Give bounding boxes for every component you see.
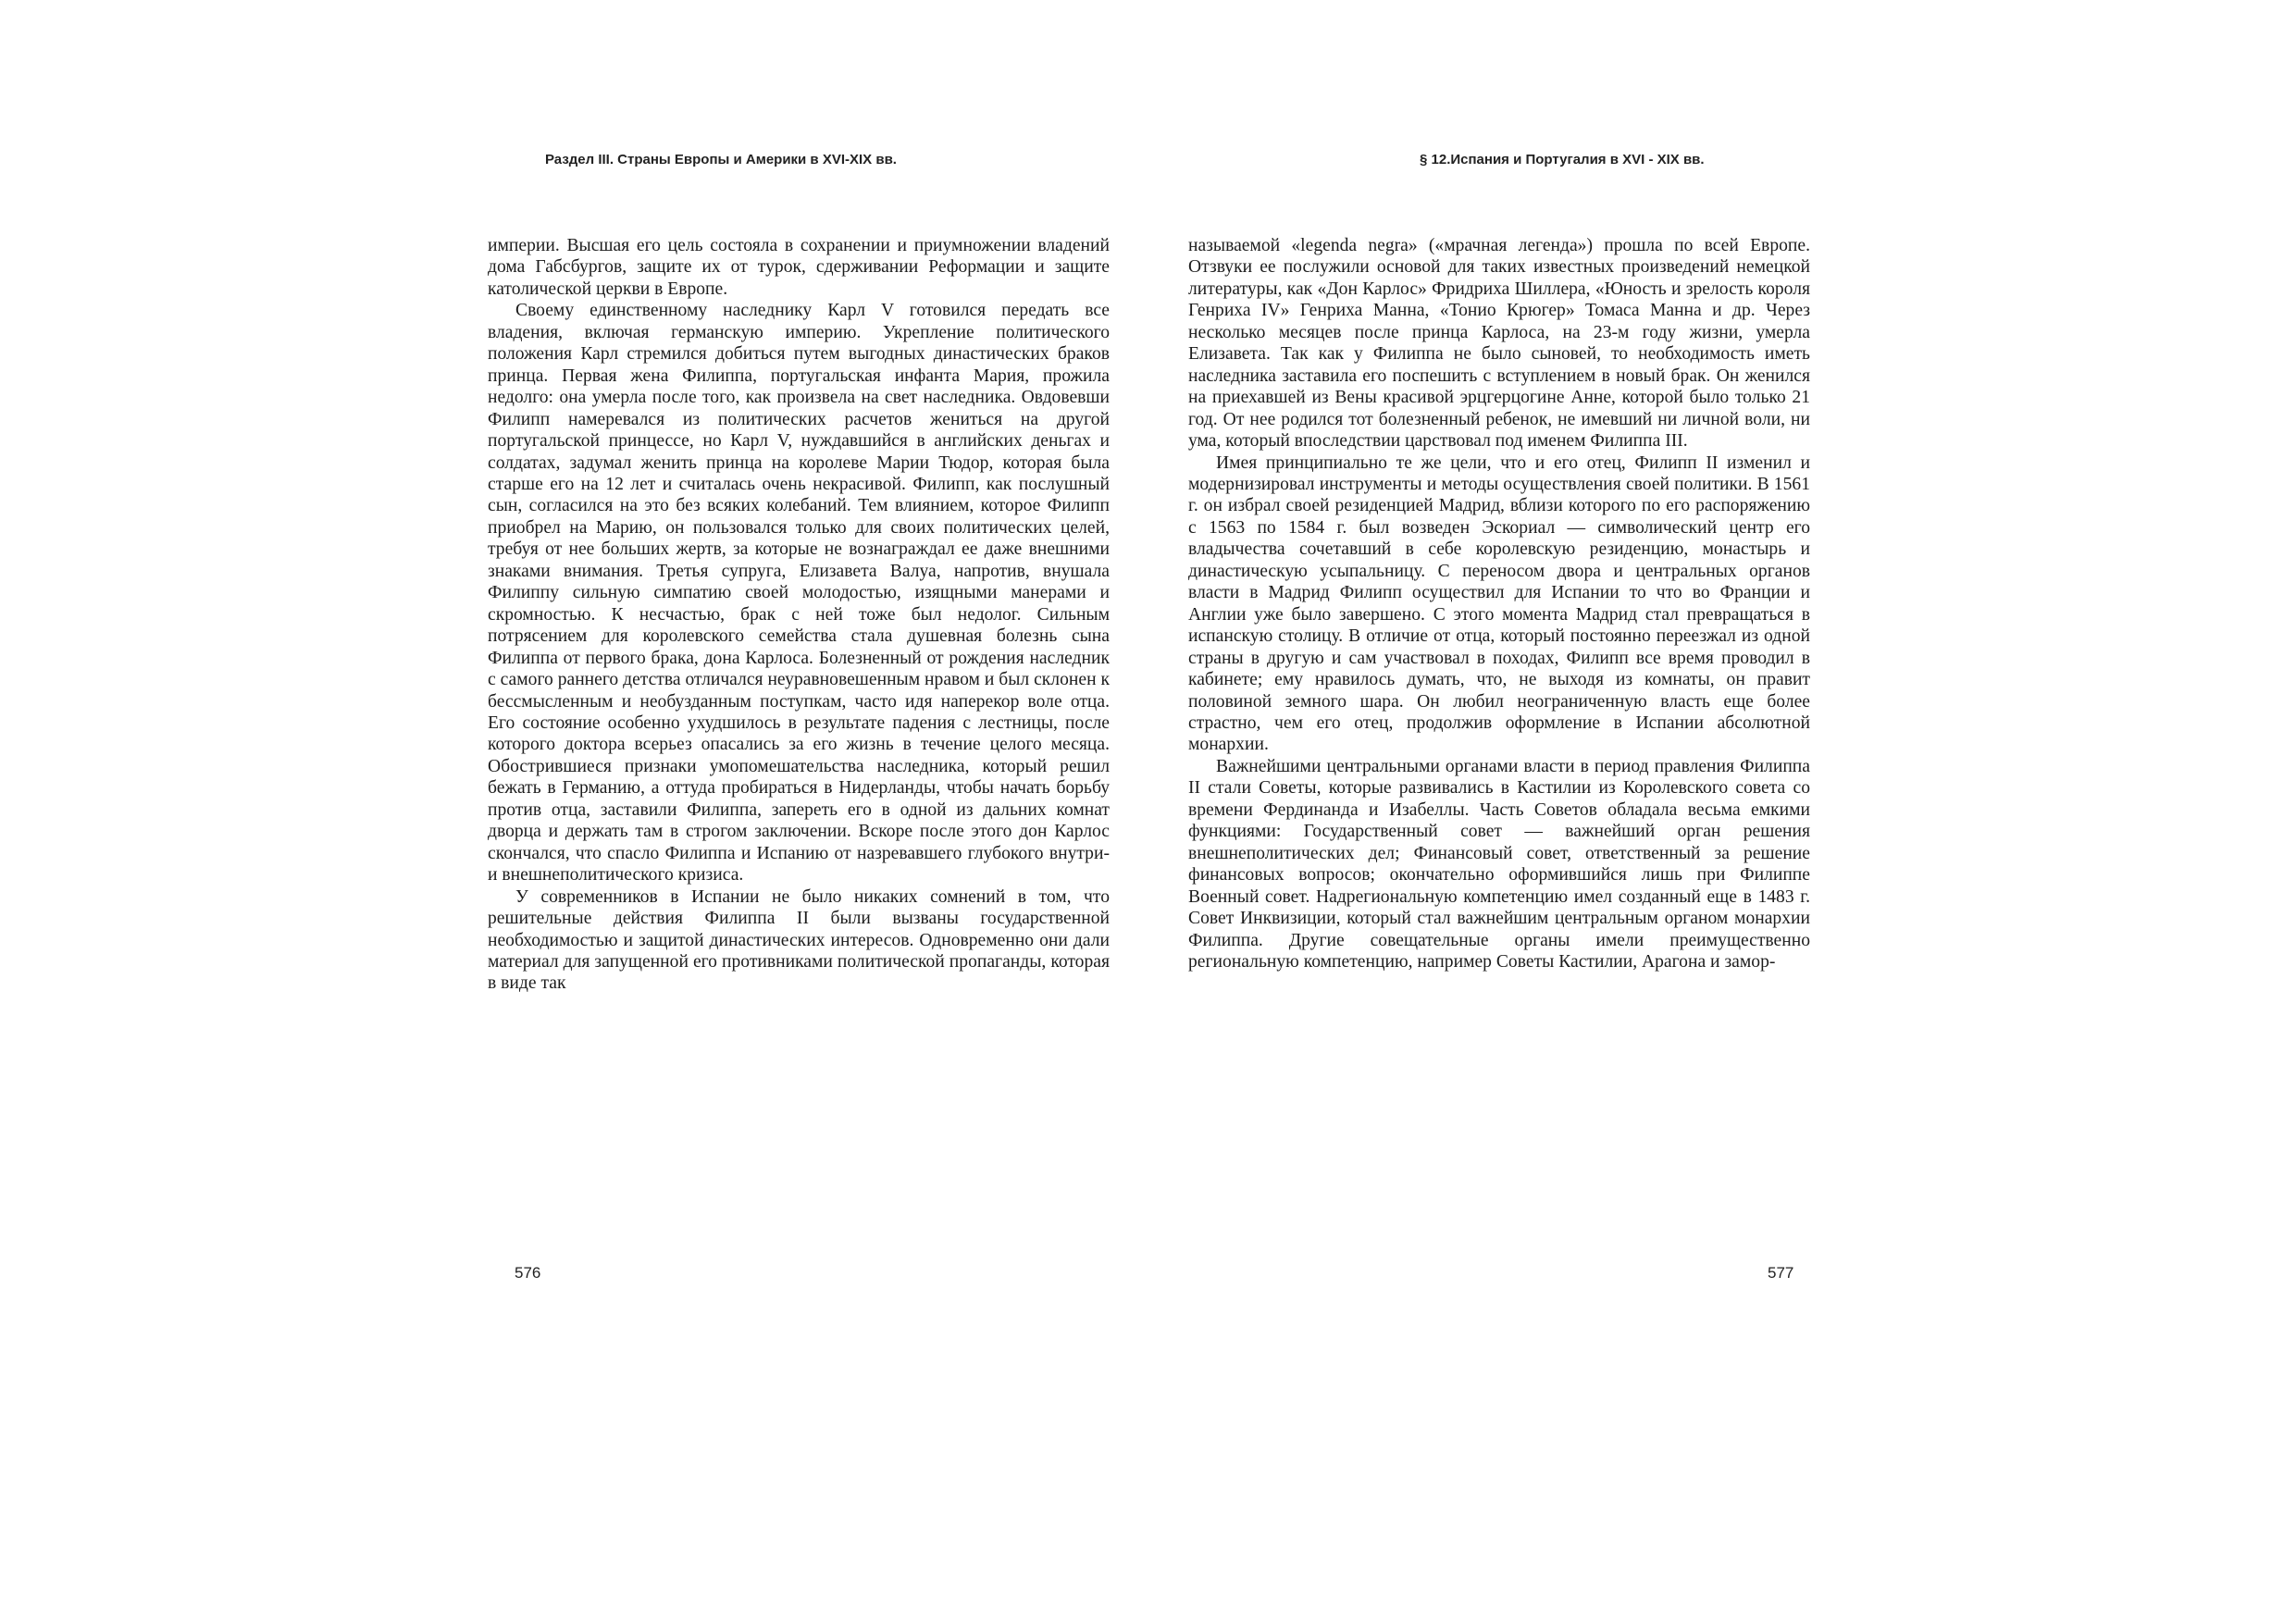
running-header-left: Раздел III. Страны Европы и Америки в XVI-XIX вв.	[545, 152, 897, 167]
right-page-body	[1188, 235, 1810, 973]
paragraph: У современников в Испании не было никаких сомнений в том, что решительные действия Филиппа II были вызваны государственной необходимостью и защитой династических интересов. Одновременно они дали материал для запущенной его противниками политической пропаганды, которая в виде так	[488, 886, 1110, 994]
running-header-right: § 12.Испания и Португалия в XVI - XIX вв.	[1420, 152, 1705, 167]
page-number-right: 577	[1768, 1264, 1794, 1282]
left-page-body	[488, 235, 1110, 995]
paragraph: Имея принципиально те же цели, что и его отец, Филипп II изменил и модернизировал инструменты и методы осуществления своей политики. В 1561 г. он избрал своей резиденцией Мадрид, вблизи которого по его распоряжению с 1563 по 1584 г. был возведен Эскориал — символический центр его владычества сочетавший в себе королевскую резиденцию, монастырь и династическую усыпальницу. С переносом двора и центральных органов власти в Мадрид Филипп осуществил для Испании то что во Франции и Англии уже было завершено. С этого момента Мадрид стал превращаться в испанскую столицу. В отличие от отца, который постоянно переезжал из одной страны в другую и сам участвовал в походах, Филипп все время проводил в кабинете; ему нравилось думать, что, не выходя из комнаты, он правит половиной земного шара. Он любил неограниченную власть еще более страстно, чем его отец, продолжив оформление в Испании абсолютной монархии.	[1188, 452, 1810, 755]
page-number-left: 576	[515, 1264, 541, 1282]
paragraph: империи. Высшая его цель состояла в сохранении и приумножении владений дома Габсбургов, защите их от турок, сдерживании Реформации и защите католической церкви в Европе.	[488, 236, 1110, 299]
right-page	[1148, 0, 2295, 1623]
paragraph: Важнейшими центральными органами власти в период правления Филиппа II стали Советы, которые развивались в Кастилии из Королевского совета со времени Фердинанда и Изабеллы. Часть Советов обладала весьма емкими функциями: Государственный совет — важнейший орган решения внешнеполитических дел; Финансовый совет, ответственный за решение финансовых вопросов; окончательно оформившийся лишь при Филиппе Военный совет. Надрегиональную компетенцию имел созданный еще в 1483 г. Совет Инквизиции, который стал важнейшим центральным органом монархии Филиппа. Другие совещательные органы имели преимущественно региональную компетенцию, например Советы Кастилии, Арагона и замор-	[1188, 756, 1810, 972]
paragraph: Своему единственному наследнику Карл V готовился передать все владения, включая германскую империю. Укрепление политического положения Карл стремился добиться путем выгодных династических браков принца. Первая жена Филиппа, португальская инфанта Мария, прожила недолго: она умерла после того, как произвела на свет наследника. Овдовевши Филипп намеревался из политических расчетов жениться на другой португальской принцессе, но Карл V, нуждавшийся в английских деньгах и солдатах, задумал женить принца на королеве Марии Тюдор, которая была старше его на 12 лет и считалась очень некрасивой. Филипп, как послушный сын, согласился на это без всяких колебаний. Тем влиянием, которое Филипп приобрел на Марию, он пользовался только для своих политических целей, требуя от нее больших жертв, за которые не вознаграждал ее даже внешними знаками внимания. Третья супруга, Елизавета Валуа, напротив, внушала Филиппу сильную симпатию своей молодостью, изящными манерами и скромностью. К несчастью, брак с ней тоже был недолог. Сильным потрясением для королевского семейства стала душевная болезнь сына Филиппа от первого брака, дона Карлоса. Болезненный от рождения наследник с самого раннего детства отличался неуравновешенным нравом и был склонен к бессмысленным и необузданным поступкам, часто идя наперекор воле отца. Его состояние особенно ухудшилось в результате падения с лестницы, после которого доктора всерьез опасались за его жизнь в течение целого месяца. Обострившиеся признаки умопомешательства наследника, который решил бежать в Германию, а оттуда пробираться в Нидерланды, чтобы начать борьбу против отца, заставили Филиппа, запереть его в одной из дальних комнат дворца и держать там в строгом заключении. Вскоре после этого дон Карлос скончался, что спасло Филиппа и Испанию от назревавшего глубокого внутри- и внешнеполитического кризиса.	[488, 301, 1110, 886]
paragraph: называемой «legenda negra» («мрачная легенда») прошла по всей Европе. Отзвуки ее послужили основой для таких известных произведений немецкой литературы, как «Дон Карлос» Фридриха Шиллера, «Юность и зрелость короля Генриха IV» Генриха Манна, «Тонио Крюгер» Томаса Манна и др. Через несколько месяцев после принца Карлоса, на 23-м году жизни, умерла Елизавета. Так как у Филиппа не было сыновей, то необходимость иметь наследника заставила его поспешить с вступлением в новый брак. Он женился на приехавшей из Вены красивой эрцгерцогине Анне, которой было только 21 год. От нее родился тот болезненный ребенок, не имевший ни личной воли, ни ума, который впоследствии царствовал под именем Филиппа III.	[1188, 236, 1810, 452]
